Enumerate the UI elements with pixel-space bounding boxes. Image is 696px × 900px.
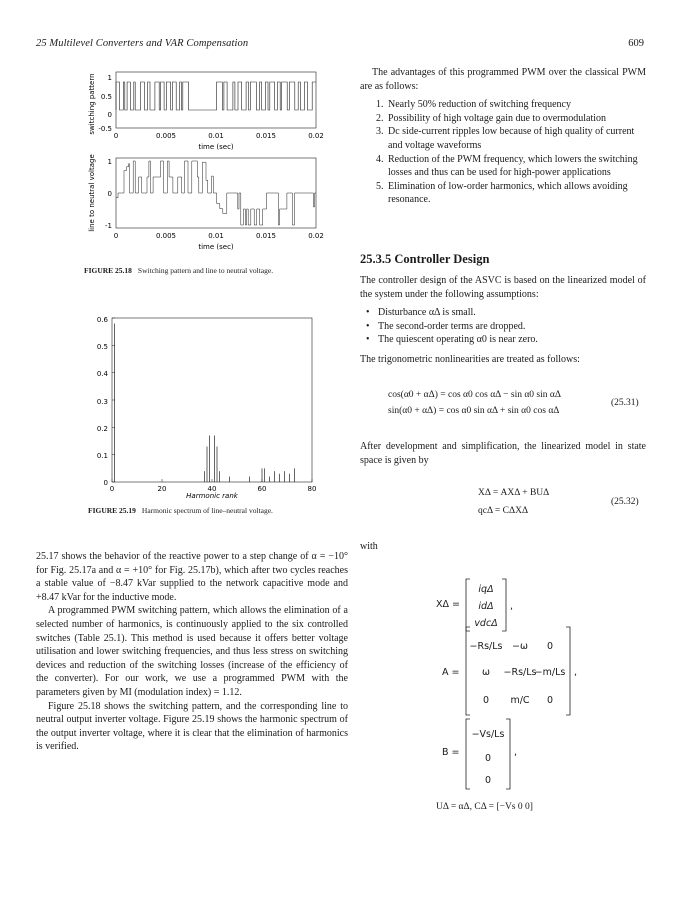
switching-pattern-trace [116,82,316,110]
paragraph: 25.17 shows the behavior of the reactive power to a step change of α = −10° for Fig. 25.17a and α = +10° for Fig. 25.17b), which after two cycles reaches a stable value of −8.47 kVar supplied to the network capacitive mode and +8.47 kVar for the inductive mode. [36,551,348,603]
b-label: B = [442,747,460,758]
svg-text:,: , [574,667,578,678]
spec-ytick: 0.1 [96,452,108,460]
top-ytick: 0 [107,111,112,119]
a-entry: −m/Ls [534,667,566,678]
figure-25-19-caption [88,506,273,515]
section-heading: 25.3.5 Controller Design [360,252,490,266]
figure-25-18-caption [84,266,273,275]
top-xtick: 0.01 [208,132,224,140]
spec-xtick: 80 [307,485,317,493]
equation-25-32-line1: XΔ = AXΔ + BUΔ [478,488,550,498]
figure-25-19 [84,312,324,498]
right-column-top [360,66,646,207]
bottom-ylabel: line to neutral voltage [88,154,96,232]
paragraph: A programmed PWM switching pattern, which allows the elimination of a selected number of harmonics, is continuously applied to the six controlled switches (Table 25.1). This method is used because it offers better voltage utilisation and lower switching frequencies, and thus less stress on switching devices and reduction of the switching losses (increase of the efficiency of the converter). For our work, we use a programmed PWM with the parameters given by MI (modulation index) = 1.12. [36,605,348,698]
a-entry: −ω [512,641,528,652]
a-entry: 0 [546,641,554,652]
paragraph: Figure 25.18 shows the switching pattern, and the corresponding line to neutral output inverter voltage. Figure 25.19 shows the harmonic spectrum of the output inverter voltage, where it is clear that the elimination of harmonics is verified. [36,700,348,753]
list-item: 4. Reduction of the PWM frequency, which lowers the switching losses and thus can be used for high-power applications [386,153,646,180]
a-entry: m/C [510,695,530,706]
switching-pattern-line [116,82,316,110]
spec-xtick: 0 [109,485,115,493]
bottom-ytick: 0 [107,190,112,198]
top-ytick: 0.5 [100,93,112,101]
b-entry: 0 [484,753,492,764]
spec-xtick: 40 [207,485,217,493]
top-xlabel: time (sec) [198,143,234,151]
paragraph: with [360,541,378,552]
list-item: • The second-order terms are dropped. [378,320,646,334]
spec-ytick: 0.4 [96,370,108,378]
list-item: • The quiescent operating α0 is near zero. [378,333,646,347]
spec-ytick: 0.3 [96,398,108,406]
spec-ytick: 0 [103,479,108,487]
xdelta-label: XΔ = [436,599,460,610]
equation-number: (25.32) [611,497,639,507]
bottom-xtick: 0.005 [155,232,177,240]
top-ytick: 1 [107,74,112,82]
bottom-xlabel: time (sec) [198,243,234,251]
spec-ytick: 0.6 [96,316,108,324]
running-header: 25 Multilevel Converters and VAR Compensation [36,38,249,49]
paragraph: After development and simplification, the linearized model in state space is given by [360,441,646,466]
spec-xlabel: Harmonic rank [186,492,238,498]
list-item: 2. Possibility of high voltage gain due to overmodulation [386,112,646,126]
paragraph: The trigonometric nonlinearities are treated as follows: [360,353,580,365]
bottom-ytick: 1 [107,158,112,166]
top-plot-frame [116,72,316,128]
xdelta-entry: iqΔ [478,584,494,595]
top-ytick: -0.5 [98,125,112,133]
xdelta-entry: idΔ [478,601,494,612]
b-entry: 0 [484,775,492,786]
a-entry: ω [482,667,490,678]
list-item: • Disturbance αΔ is small. [378,306,646,320]
svg-text:,: , [514,747,518,758]
paragraph: The controller design of the ASVC is based on the linearized model of the system under the following assumptions: [360,275,646,300]
svg-text:,: , [510,601,514,612]
equation-number: (25.31) [611,398,639,408]
spec-ytick: 0.2 [96,425,108,433]
right-column-design [360,274,646,367]
top-xtick: 0.02 [308,132,324,140]
a-entry: 0 [482,695,490,706]
bottom-xtick: 0 [113,232,119,240]
spec-xtick: 60 [257,485,267,493]
final-equation: UΔ = αΔ, CΔ = [−Vs 0 0] [436,802,533,812]
list-item: 5. Elimination of low-order harmonics, which allows avoiding resonance. [386,180,646,207]
spec-xtick: 20 [157,485,167,493]
bottom-ytick: -1 [105,222,112,230]
assumptions-list [360,306,646,347]
a-label: A = [442,667,460,678]
advantages-list [360,98,646,207]
spectrum-bars [115,323,295,482]
top-xtick: 0 [113,132,119,140]
spec-ytick: 0.5 [96,343,108,351]
caption-text: Harmonic spectrum of line–neutral voltage. [141,506,273,515]
spectrum-frame [112,318,312,482]
top-xtick: 0.015 [255,132,277,140]
matrix-block [430,575,590,797]
top-xtick: 0.005 [155,132,177,140]
equation-25-32-line2: qcΔ = CΔXΔ [478,506,529,516]
bottom-xtick: 0.01 [208,232,224,240]
caption-text: Switching pattern and line to neutral voltage. [137,266,274,275]
caption-label: FIGURE 25.18 [84,266,132,275]
left-column-text [36,550,348,754]
voltage-line [116,161,316,225]
a-entry: −Rs/Ls [503,667,537,678]
a-entry: −Rs/Ls [469,641,503,652]
list-item: 1. Nearly 50% reduction of switching frequency [386,98,646,112]
page-number: 609 [628,38,644,49]
paragraph: The advantages of this programmed PWM over the classical PWM are as follows: [360,67,646,92]
equation-25-31-line1: cos(α0 + αΔ) = cos α0 cos αΔ − sin α0 sin αΔ [388,390,561,400]
equation-25-31-line2: sin(α0 + αΔ) = cos α0 sin αΔ + sin α0 cos αΔ [388,406,560,416]
figure-25-18 [82,60,342,260]
bottom-xtick: 0.02 [308,232,324,240]
list-item: 3. Dc side-current ripples low because of high quality of current and voltage waveforms [386,125,646,152]
bottom-xtick: 0.015 [255,232,277,240]
line-neutral-voltage-trace [116,161,316,225]
xdelta-entry: vdcΔ [474,618,498,629]
top-ylabel: switching pattern [88,73,96,135]
a-entry: 0 [546,695,554,706]
caption-label: FIGURE 25.19 [88,506,136,515]
b-entry: −Vs/Ls [471,729,505,740]
